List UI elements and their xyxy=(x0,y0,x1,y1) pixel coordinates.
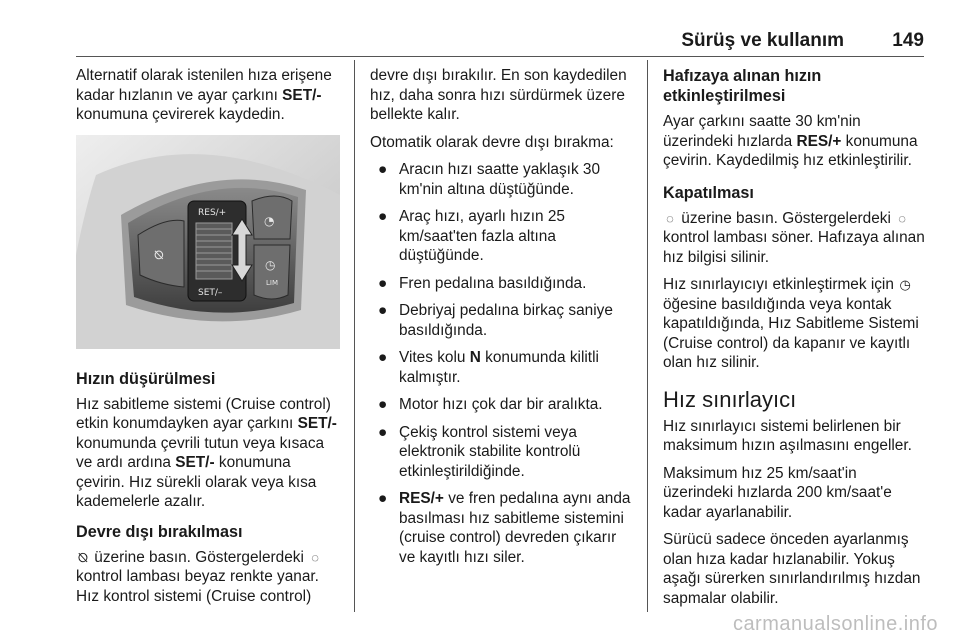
list-item xyxy=(370,489,636,567)
watermark: carmanualsonline.info xyxy=(732,613,938,635)
svg-text:◔: ◔ xyxy=(264,213,275,228)
bullet: ● xyxy=(378,490,388,507)
text: konumuna çevirin. Hız sürekli olarak veya kısa kademelerle azalır. xyxy=(76,454,317,510)
text: Araç hızı, ayarlı hızın 25 km/saat'ten fazla altına düştüğünde. xyxy=(399,208,565,264)
svg-text:◷: ◷ xyxy=(265,257,276,272)
set-label: SET/– xyxy=(198,287,223,298)
speed-limiter-button-icon xyxy=(254,245,290,299)
text: Hız sabitleme sistemi (Cruise control) etkin konumdayken ayar çarkını xyxy=(76,395,331,432)
column-divider-1 xyxy=(354,60,355,612)
page-header xyxy=(76,30,924,57)
bold-text: N xyxy=(469,349,481,366)
paragraph xyxy=(663,209,931,268)
paragraph: devre dışı bırakılır. En son kaydedilen hız, daha sonra hızı sürdürmek üzere bellekte kalır. xyxy=(370,67,627,123)
steering-control-illustration xyxy=(76,135,340,349)
list-item xyxy=(370,423,636,482)
paragraph xyxy=(76,395,342,512)
res-label: RES/+ xyxy=(198,207,227,218)
speed-limiter-icon: ◷ xyxy=(899,277,911,292)
cruise-lamp-icon: ◌ xyxy=(898,210,907,226)
lim-label: LIM xyxy=(266,278,279,287)
bold-text: SET/- xyxy=(297,415,337,432)
paragraph xyxy=(663,275,931,373)
text: kontrol lambası söner. Hafızaya alınan hız bilgisi silinir. xyxy=(663,229,925,266)
bold-text: RES/+ xyxy=(399,490,444,507)
bold-text: SET/- xyxy=(282,86,322,104)
text: Ayar çarkını saatte 30 km'nin üzerindeki hızlarda xyxy=(663,113,861,150)
bullet: ● xyxy=(378,396,388,413)
page-number: 149 xyxy=(892,30,924,51)
paragraph: Hız sınırlayıcı sistemi belirlenen bir maksimum hızın aşılmasını engeller. xyxy=(663,417,912,454)
cruise-off-icon: ⦰ xyxy=(77,549,89,565)
cruise-lamp-icon: ◌ xyxy=(311,549,320,565)
text: Hız sınırlayıcıyı etkinleştirmek için xyxy=(663,276,899,293)
text: konumunda kilitli kalmıştır. xyxy=(399,349,599,386)
text: Motor hızı çok dar bir aralıkta. xyxy=(399,396,603,413)
text: Debriyaj pedalına birkaç saniye basıldığında. xyxy=(399,302,613,339)
list-item xyxy=(370,274,636,294)
text: Çekiş kontrol sistemi veya elektronik stabilite kontrolü etkinleştirildiğinde. xyxy=(399,423,581,480)
text: öğesine basıldığında veya kontak kapatıldığında, Hız Sabitleme Sistemi (Cruise control) da kapanır ve kayıtlı olan hız silinir. xyxy=(663,295,919,371)
text: konumunda çevrili tutun veya kısaca ve ardı ardına xyxy=(76,434,325,471)
text: Vites kolu xyxy=(399,349,470,366)
bullet: ● xyxy=(378,208,388,225)
deactivation-list xyxy=(370,160,636,567)
heading-speed-limiter: Hız sınırlayıcı xyxy=(663,386,797,412)
column-1 xyxy=(76,66,342,614)
list-item xyxy=(370,395,636,415)
text: üzerine basın. Göstergelerdeki xyxy=(90,548,309,566)
text: Aracın hızı saatte yaklaşık 30 km'nin altına düştüğünde. xyxy=(399,161,601,198)
text: Fren pedalına basıldığında. xyxy=(399,274,587,292)
bullet: ● xyxy=(378,349,388,366)
paragraph xyxy=(76,548,342,607)
text: üzerine basın. Göstergelerdeki xyxy=(677,209,896,227)
bullet: ● xyxy=(378,302,388,319)
list-item xyxy=(370,207,636,266)
column-3 xyxy=(663,66,931,616)
text: ve fren pedalına aynı anda basılması hız sabitleme sistemini (cruise control) devreden çıkarır ve kayıtlı hızı siler. xyxy=(399,490,631,566)
paragraph: Otomatik olarak devre dışı bırakma: xyxy=(370,133,614,151)
bullet: ● xyxy=(378,274,388,292)
column-divider-2 xyxy=(647,60,648,612)
section-title: Sürüş ve kullanım xyxy=(681,30,844,51)
heading-switch-off: Kapatılması xyxy=(663,183,754,202)
list-item xyxy=(370,301,636,340)
list-item xyxy=(370,160,636,199)
paragraph: Sürücü sadece önceden ayarlanmış olan hıza kadar hızlanabilir. Yokuş aşağı sürerken sınırlandırılmış hızdan sapmalar olabilir. xyxy=(663,531,921,607)
text: Alternatif olarak istenilen hıza erişene kadar hızlanın ve ayar çarkını xyxy=(76,67,332,104)
steering-control-photo xyxy=(76,135,340,349)
text: kontrol lambası beyaz renkte yanar. Hız kontrol sistemi (Cruise control) xyxy=(76,568,319,605)
bold-text: SET/- xyxy=(175,454,215,471)
heading-disable: Devre dışı bırakılması xyxy=(76,522,243,541)
bullet: ● xyxy=(378,161,388,178)
bold-text: RES/+ xyxy=(796,132,842,150)
bullet: ● xyxy=(378,423,388,441)
text: konumuna çevirin. Kaydedilmiş hız etkinleştirilir. xyxy=(663,132,918,169)
column-2 xyxy=(370,66,636,575)
heading-reduce-speed: Hızın düşürülmesi xyxy=(76,369,216,388)
paragraph xyxy=(76,66,342,125)
text: konumuna çevirerek kaydedin. xyxy=(76,106,285,123)
heading-memory-speed: Hafızaya alınan hızın etkinleştirilmesi xyxy=(663,67,822,105)
cruise-lamp-icon: ◌ xyxy=(666,210,674,226)
thumb-wheel xyxy=(196,223,232,279)
svg-text:⦰: ⦰ xyxy=(154,247,164,262)
list-item xyxy=(370,348,636,387)
paragraph: Maksimum hız 25 km/saat'in üzerindeki hızlarda 200 km/saat'e kadar ayarlanabilir. xyxy=(663,464,892,521)
paragraph xyxy=(663,112,931,171)
